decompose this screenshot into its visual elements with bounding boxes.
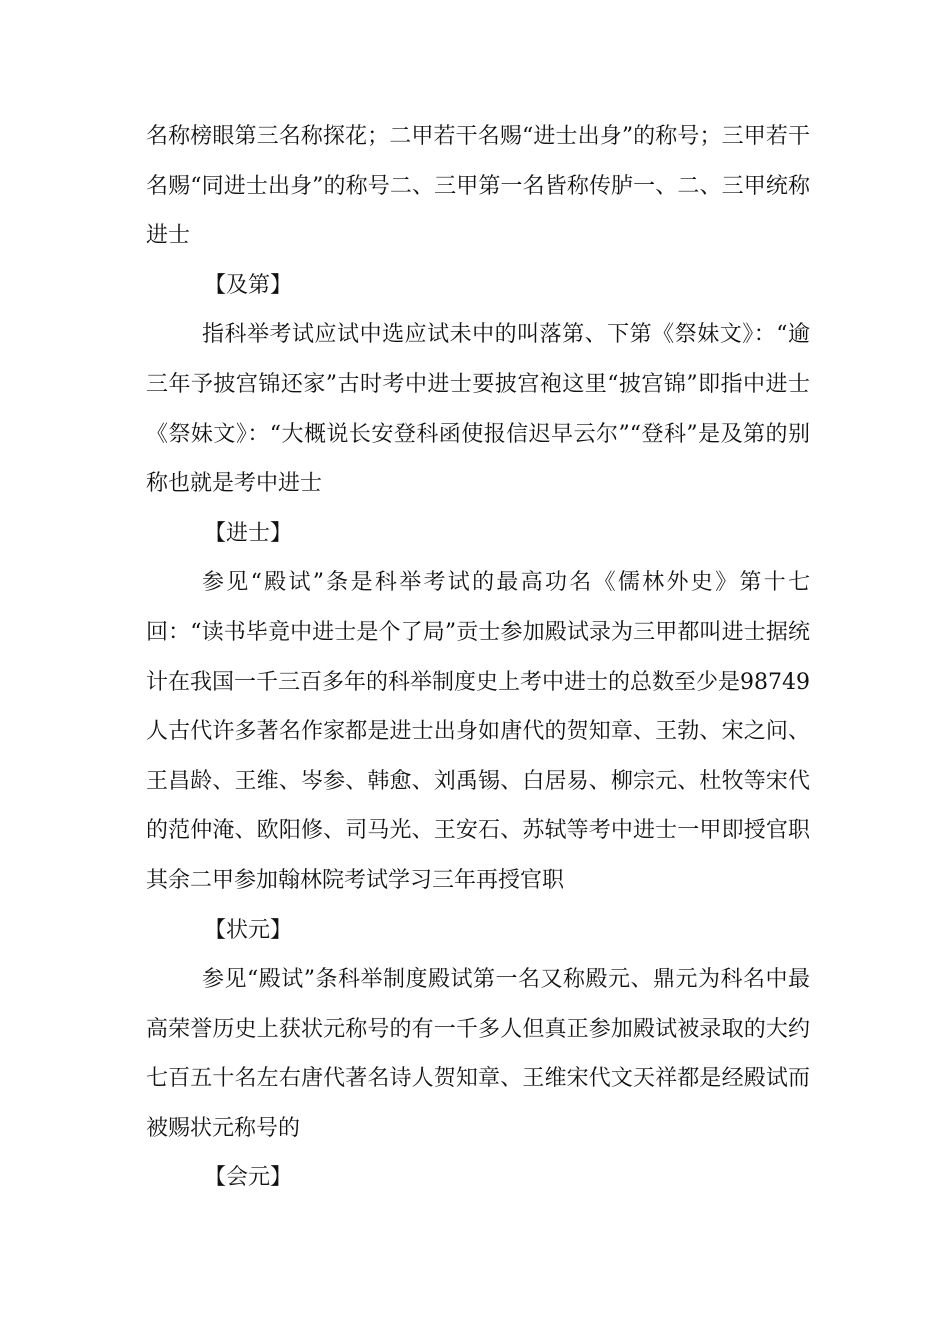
section-heading-jidi: 【及第】	[204, 272, 293, 298]
section-heading-zhuangyuan: 【状元】	[204, 917, 293, 943]
document-body	[146, 112, 810, 1203]
paragraph-zhuangyuan-bangyan: 名称榜眼第三名称探花；二甲若干名赐“进士出身”的称号；三甲若干名赐“同进士出身”的称号二、三甲第一名皆称传胪一、二、三甲统称进士	[146, 124, 810, 249]
paragraph-jidi: 指科举考试应试中选应试未中的叫落第、下第《祭妹文》：“逾三年予披宫锦还家”古时考中进士要披宫袍这里“披宫锦”即指中进士《祭妹文》：“大概说长安登科函使报信迟早云尔”“登科”是及第的别称也就是考中进士	[146, 322, 810, 497]
section-heading-huiyuan: 【会元】	[204, 1165, 293, 1191]
section-heading-jinshi: 【进士】	[204, 520, 293, 546]
paragraph-jinshi: 参见“殿试”条是科举考试的最高功名《儒林外史》第十七回：“读书毕竟中进士是个了局”贡士参加殿试录为三甲都叫进士据统计在我国一千三百多年的科举制度史上考中进士的总数至少是98749人古代许多著名作家都是进士出身如唐代的贺知章、王勃、宋之问、王昌龄、王维、岑参、韩愈、刘禹锡、白居易、柳宗元、杜牧等宋代的范仲淹、欧阳修、司马光、王安石、苏轼等考中进士一甲即授官职其余二甲参加翰林院考试学习三年再授官职	[146, 570, 810, 893]
paragraph-zhuangyuan: 参见“殿试”条科举制度殿试第一名又称殿元、鼎元为科名中最高荣誉历史上获状元称号的有一千多人但真正参加殿试被录取的大约七百五十名左右唐代著名诗人贺知章、王维宋代文天祥都是经殿试而被赐状元称号的	[146, 967, 810, 1141]
